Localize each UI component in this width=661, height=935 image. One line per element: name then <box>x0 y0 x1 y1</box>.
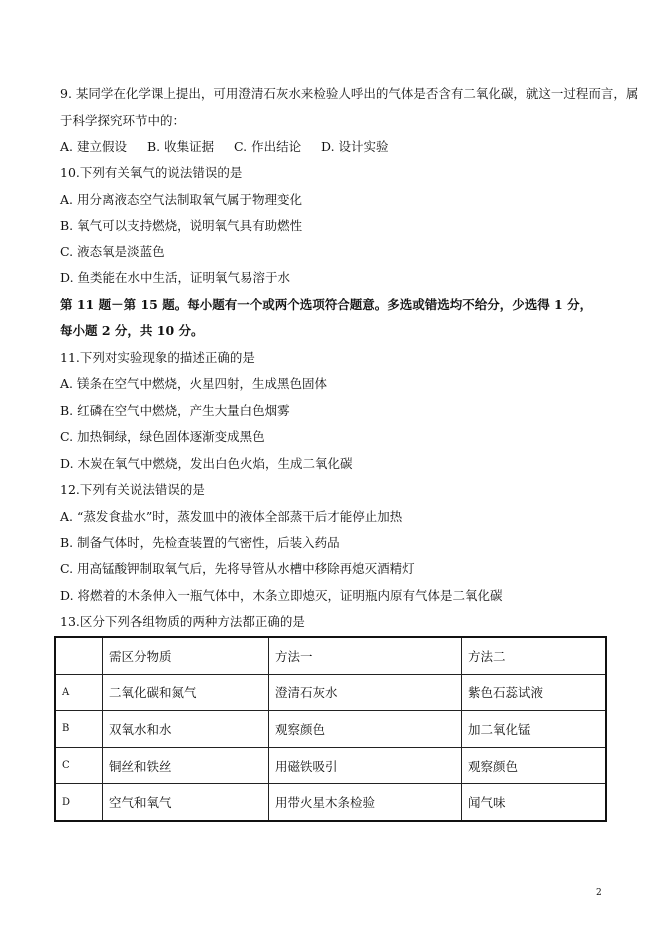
row-method-1: 用磁铁吸引 <box>269 747 462 784</box>
q10-stem: 10.下列有关氧气的说法错误的是 <box>60 165 243 180</box>
q9-option-c: C. 作出结论 <box>234 139 302 154</box>
row-method-2: 紫色石蕊试液 <box>462 674 607 711</box>
q9-stem-line1: 9. 某同学在化学课上提出，可用澄清石灰水来检验人呼出的气体是否含有二氧化碳，就这一过程而言，属 <box>60 86 639 101</box>
row-method-1: 用带火星木条检验 <box>269 784 462 821</box>
q11-option-c: C. 加热铜绿，绿色固体逐渐变成黑色 <box>60 429 265 444</box>
header-cell-substances: 需区分物质 <box>103 637 269 674</box>
row-label: C <box>55 747 103 784</box>
q10-option-a: A. 用分离液态空气法制取氧气属于物理变化 <box>60 192 302 207</box>
q11-option-d: D. 木炭在氧气中燃烧，发出白色火焰，生成二氧化碳 <box>60 456 353 471</box>
q9-option-a: A. 建立假设 <box>60 139 127 154</box>
row-method-1: 观察颜色 <box>269 711 462 748</box>
row-method-2: 闻气味 <box>462 784 607 821</box>
section-instructions-line2: 每小题 2 分，共 10 分。 <box>60 323 204 338</box>
table-row <box>55 674 606 711</box>
header-cell-method-2: 方法二 <box>462 637 607 674</box>
row-label: B <box>55 711 103 748</box>
q11-stem: 11.下列对实验现象的描述正确的是 <box>60 350 255 365</box>
q11-option-a: A. 镁条在空气中燃烧，火星四射，生成黑色固体 <box>60 376 327 391</box>
row-method-2: 加二氧化锰 <box>462 711 607 748</box>
section-instructions-line1: 第 11 题－第 15 题。每小题有一个或两个选项符合题意。多选或错选均不给分，少选得 1 分， <box>60 297 593 312</box>
row-substances: 双氧水和水 <box>103 711 269 748</box>
q10-option-b: B. 氧气可以支持燃烧，说明氧气具有助燃性 <box>60 218 303 233</box>
q13-stem: 13.区分下列各组物质的两种方法都正确的是 <box>60 614 305 629</box>
row-label: A <box>55 674 103 711</box>
q12-option-d: D. 将燃着的木条伸入一瓶气体中，木条立即熄灭，证明瓶内原有气体是二氧化碳 <box>60 588 503 603</box>
q12-option-a: A. “蒸发食盐水”时，蒸发皿中的液体全部蒸干后才能停止加热 <box>60 509 403 524</box>
header-cell-method-1: 方法一 <box>269 637 462 674</box>
row-method-2: 观察颜色 <box>462 747 607 784</box>
q12-stem: 12.下列有关说法错误的是 <box>60 482 205 497</box>
q9-option-b: B. 收集证据 <box>147 139 215 154</box>
row-label: D <box>55 784 103 821</box>
q9-option-d: D. 设计实验 <box>321 139 389 154</box>
q9-stem-line2: 于科学探究环节中的： <box>60 113 186 128</box>
table-row <box>55 747 606 784</box>
table-row <box>55 784 606 821</box>
q10-option-d: D. 鱼类能在水中生活，证明氧气易溶于水 <box>60 270 291 285</box>
table-header-row <box>55 637 606 674</box>
q13-comparison-table <box>54 636 607 822</box>
header-cell-label <box>55 637 103 674</box>
row-substances: 空气和氧气 <box>103 784 269 821</box>
q11-option-b: B. 红磷在空气中燃烧，产生大量白色烟雾 <box>60 403 290 418</box>
q9-options <box>60 139 389 155</box>
row-substances: 二氧化碳和氮气 <box>103 674 269 711</box>
q12-option-b: B. 制备气体时，先检查装置的气密性，后装入药品 <box>60 535 340 550</box>
row-substances: 铜丝和铁丝 <box>103 747 269 784</box>
q10-option-c: C. 液态氧是淡蓝色 <box>60 244 165 259</box>
page-number: 2 <box>596 888 602 898</box>
table-row <box>55 711 606 748</box>
row-method-1: 澄清石灰水 <box>269 674 462 711</box>
q12-option-c: C. 用高锰酸钾制取氧气后，先将导管从水槽中移除再熄灭酒精灯 <box>60 561 415 576</box>
